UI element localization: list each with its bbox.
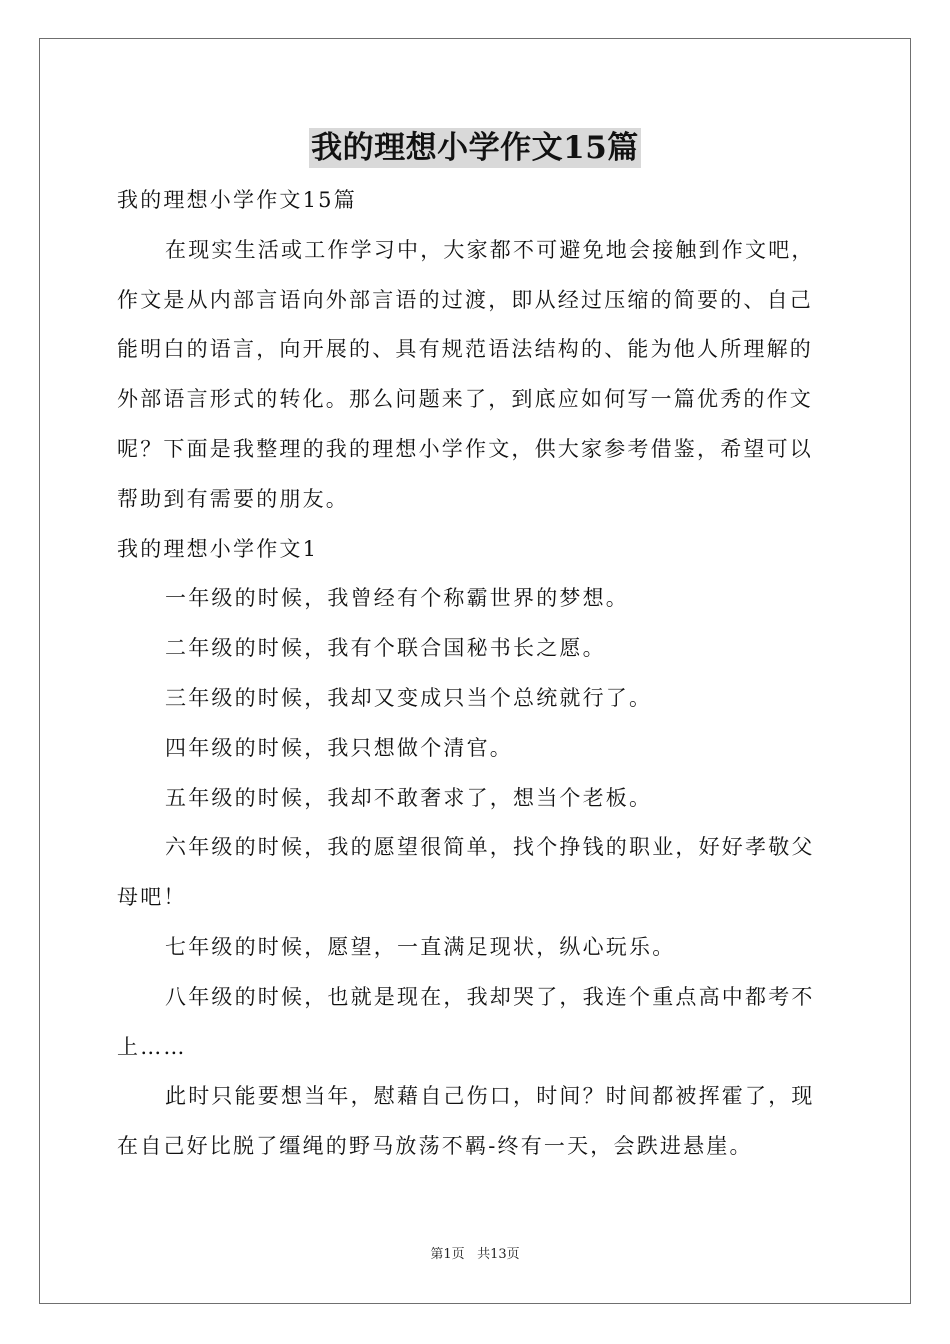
title-area <box>0 128 950 168</box>
paragraph-grade-5: 五年级的时候，我却不敢奢求了，想当个老板。 <box>165 785 653 810</box>
paragraph-grade-7: 七年级的时候，愿望，一直满足现状，纵心玩乐。 <box>165 934 676 959</box>
page-number: 第1页 <box>430 1247 465 1262</box>
section-heading: 我的理想小学作文1 <box>117 536 319 561</box>
document-body <box>117 176 833 1172</box>
paragraph-subtitle: 我的理想小学作文15篇 <box>117 188 357 212</box>
paragraph-grade-1: 一年级的时候，我曾经有个称霸世界的梦想。 <box>165 586 629 611</box>
paragraph-grade-3: 三年级的时候，我却又变成只当个总统就行了。 <box>165 685 653 710</box>
paragraph-intro: 在现实生活或工作学习中，大家都不可避免地会接触到作文吧，作文是从内部言语向外部言语的过渡，即从经过压缩的简要的、自己能明白的语言，向开展的、具有规范语法结构的、能为他人所理解的外部语言形式的转化。那么问题来了，到底应如何写一篇优秀的作文呢？下面是我整理的我的理想小学作文，供大家参考借鉴，希望可以帮助到有需要的朋友。 <box>117 237 815 511</box>
page-total: 共13页 <box>477 1247 520 1262</box>
paragraph-grade-4: 四年级的时候，我只想做个清官。 <box>165 735 513 760</box>
document-title: 我的理想小学作文15篇 <box>311 130 639 166</box>
paragraph-grade-8: 八年级的时候，也就是现在，我却哭了，我连个重点高中都考不上…… <box>117 984 815 1059</box>
paragraph-closing: 此时只能要想当年，慰藉自己伤口，时间？时间都被挥霍了，现在自己好比脱了缰绳的野马放荡不羁-终有一天，会跌进悬崖。 <box>117 1084 815 1159</box>
page-footer <box>0 1246 950 1264</box>
paragraph-grade-6: 六年级的时候，我的愿望很简单，找个挣钱的职业，好好孝敬父母吧！ <box>117 835 815 910</box>
paragraph-grade-2: 二年级的时候，我有个联合国秘书长之愿。 <box>165 636 606 661</box>
